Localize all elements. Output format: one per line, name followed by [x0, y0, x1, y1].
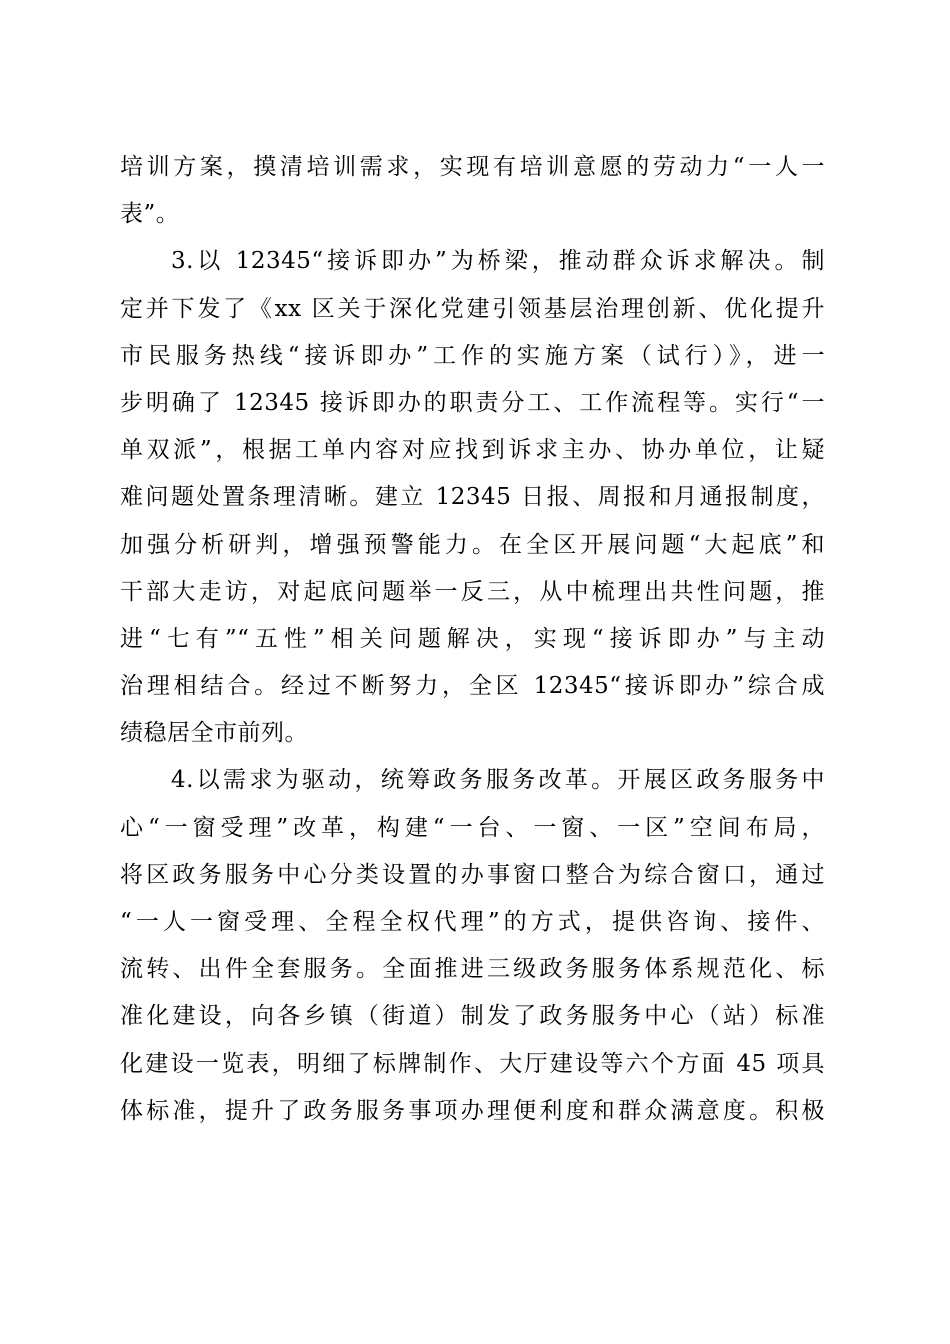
text-line: 步明确了 12345 接诉即办的职责分工、工作流程等。实行“一: [120, 389, 825, 416]
text-line: 体标准，提升了政务服务事项办理便利度和群众满意度。积极: [120, 1097, 825, 1124]
text-line: 4.以需求为驱动，统筹政务服务改革。开展区政务服务中: [171, 767, 825, 794]
text-line: 培训方案，摸清培训需求，实现有培训意愿的劳动力“一人一: [120, 154, 825, 180]
text-line: 准化建设，向各乡镇（街道）制发了政务服务中心（站）标准: [120, 1003, 825, 1030]
paragraph-2: [120, 238, 825, 757]
text-line: 绩稳居全市前列。: [120, 720, 308, 747]
document-body: [120, 144, 825, 1135]
text-line: 表”。: [120, 201, 180, 228]
text-line: 流转、出件全套服务。全面推进三级政务服务体系规范化、标: [120, 956, 825, 983]
text-line: 进“七有”“五性”相关问题解决，实现“接诉即办”与主动: [120, 625, 825, 652]
text-line: 难问题处置条理清晰。建立 12345 日报、周报和月通报制度，: [120, 484, 825, 511]
paragraph-1: [120, 144, 825, 238]
text-line: 加强分析研判，增强预警能力。在全区开展问题“大起底”和: [120, 531, 825, 558]
text-line: 将区政务服务中心分类设置的办事窗口整合为综合窗口，通过: [120, 861, 825, 888]
text-line: “一人一窗受理、全程全权代理”的方式，提供咨询、接件、: [120, 909, 825, 935]
text-line: 干部大走访，对起底问题举一反三，从中梳理出共性问题，推: [120, 578, 825, 605]
text-line: 3.以 12345“接诉即办”为桥梁，推动群众诉求解决。制: [171, 248, 825, 275]
text-line: 心“一窗受理”改革，构建“一台、一窗、一区”空间布局，: [120, 814, 825, 841]
text-line: 化建设一览表，明细了标牌制作、大厅建设等六个方面 45 项具: [120, 1050, 825, 1077]
paragraph-3: [120, 757, 825, 1135]
text-line: 单双派”，根据工单内容对应找到诉求主办、协办单位，让疑: [120, 437, 825, 464]
text-line: 定并下发了《xx 区关于深化党建引领基层治理创新、优化提升: [120, 295, 825, 322]
text-line: 治理相结合。经过不断努力，全区 12345“接诉即办”综合成: [120, 673, 825, 700]
text-line: 市民服务热线“接诉即办”工作的实施方案（试行）》，进一: [120, 342, 825, 369]
